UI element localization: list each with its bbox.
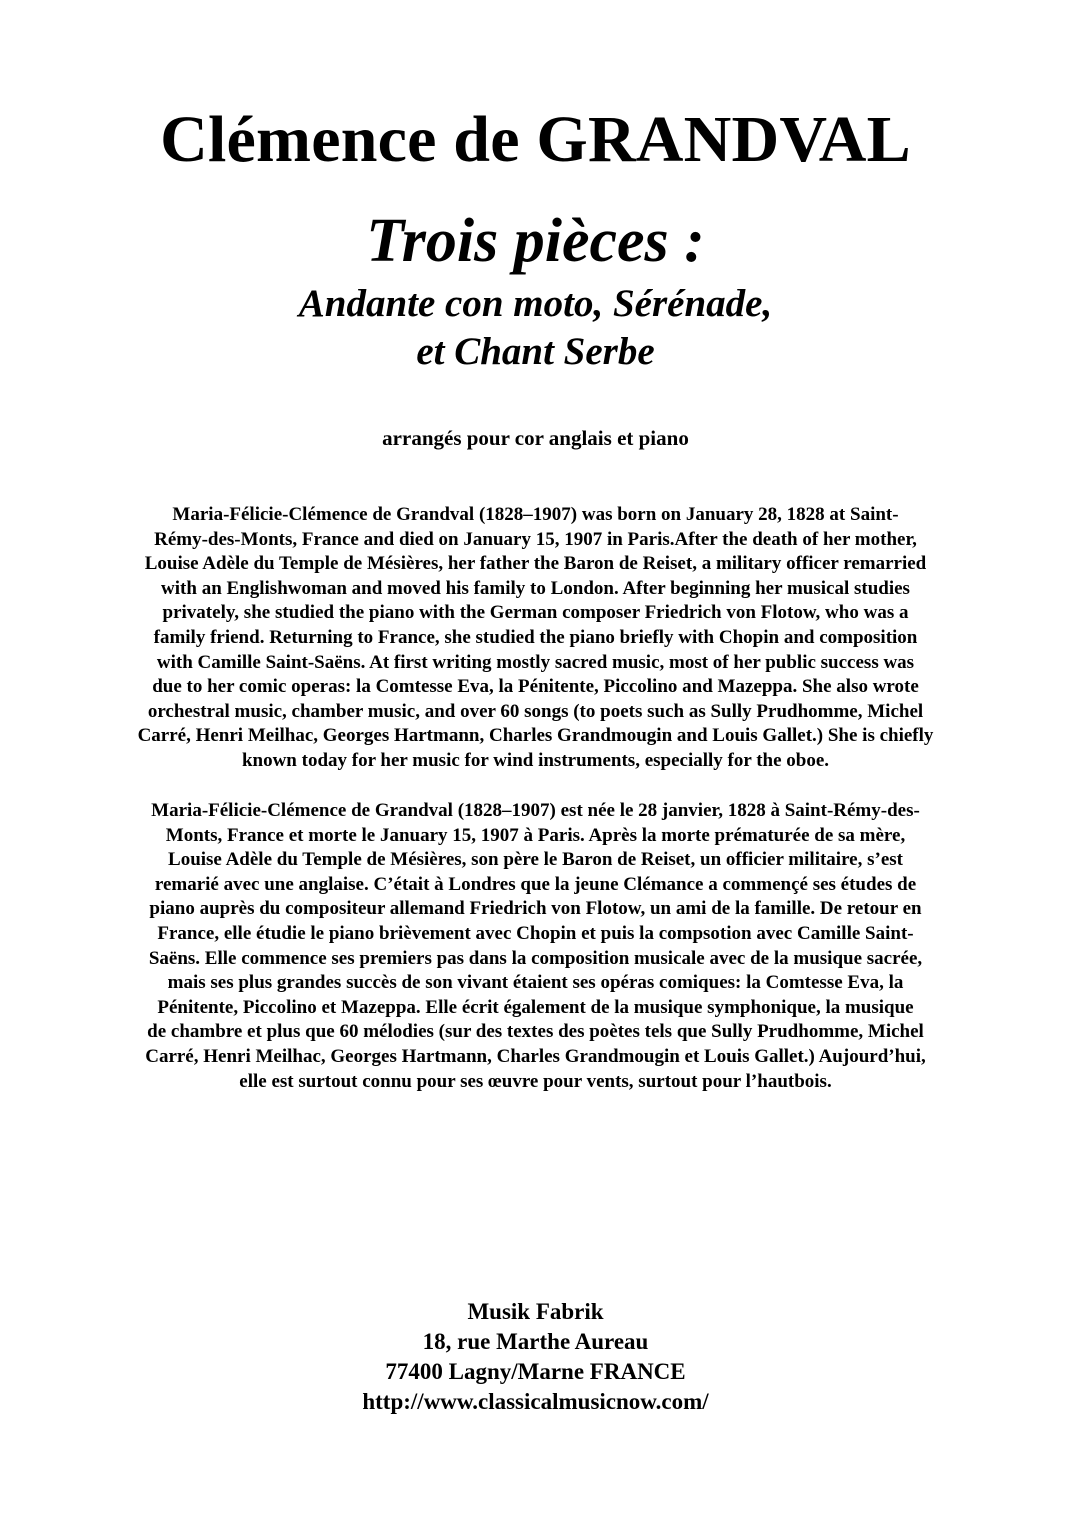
bio-line: Maria-Félicie-Clémence de Grandval (1828–1907) was born on January 28, 1828 at Saint-	[172, 504, 899, 525]
bio-line: privately, she studied the piano with the German composer Friedrich von Flotow, who was a	[162, 602, 909, 624]
biography-french	[100, 799, 971, 1094]
subtitle-line: et Chant Serbe	[416, 330, 655, 373]
biography-english	[100, 503, 971, 774]
bio-line: remarié avec une anglaise. C’était à Londres que la jeune Clémance a commençé ses études de	[154, 873, 917, 895]
bio-line: Monts, France et morte le January 15, 1907 à Paris. Après la morte prématurée de sa mère,	[165, 824, 906, 846]
bio-line: Carré, Henri Meilhac, Georges Hartmann, Charles Grandmougin et Louis Gallet.) Aujourd’hui,	[145, 1045, 926, 1067]
bio-line: known today for her music for wind instruments, especially for the oboe.	[241, 749, 830, 771]
publisher-street: 18, rue Marthe Aureau	[422, 1329, 649, 1354]
bio-line: Pénitente, Piccolino et Mazeppa. Elle écrit également de la musique symphonique, la musique	[157, 996, 914, 1018]
bio-line: due to her comic operas: la Comtesse Eva, la Pénitente, Piccolino and Mazeppa. She also wrote	[152, 676, 919, 698]
bio-line: Maria-Félicie-Clémence de Grandval (1828–1907) est née le 28 janvier, 1828 à Saint-Rémy-des-	[151, 800, 920, 821]
bio-line: with an Englishwoman and moved his family to London. After beginning her musical studies	[161, 577, 910, 599]
bio-line: mais ses plus grandes succès de son vivant étaient ses opéras comiques: la Comtesse Eva, la	[167, 972, 904, 994]
work-subtitle	[0, 280, 1071, 376]
bio-line: Rémy-des-Monts, France and died on January 15, 1907 in Paris.After the death of her mother,	[154, 528, 917, 550]
bio-line: with Camille Saint-Saëns. At first writing mostly sacred music, most of her public success was	[156, 651, 915, 673]
publisher-url[interactable]: http://www.classicalmusicnow.com/	[362, 1389, 709, 1414]
subtitle-line: Andante con moto, Sérénade,	[298, 282, 773, 325]
publisher-block	[0, 1297, 1071, 1417]
arrangement-note: arrangés pour cor anglais et piano	[382, 426, 689, 450]
bio-line: elle est surtout connu pour ses œuvre pour vents, surtout pour l’hautbois.	[239, 1070, 832, 1092]
publisher-city: 77400 Lagny/Marne FRANCE	[385, 1359, 686, 1384]
bio-line: Louise Adèle du Temple de Mésières, her father the Baron de Reiset, a military officer remarried	[144, 553, 927, 575]
bio-line: family friend. Returning to France, she studied the piano briefly with Chopin and composition	[153, 626, 918, 648]
bio-line: Saëns. Elle commence ses premiers pas dans la composition musicale avec de la musique sacrée,	[148, 947, 923, 969]
bio-line: piano auprès du compositeur allemand Friedrich von Flotow, un ami de la famille. De retour en	[149, 898, 922, 920]
bio-line: Carré, Henri Meilhac, Georges Hartmann, Charles Grandmougin and Louis Gallet.) She is chiefly	[137, 725, 934, 747]
publisher-name: Musik Fabrik	[467, 1299, 604, 1324]
bio-line: orchestral music, chamber music, and over 60 songs (to poets such as Sully Prudhomme, Michel	[147, 700, 924, 722]
work-title: Trois pièces :	[366, 207, 705, 275]
bio-line: Louise Adèle du Temple de Mésières, son père le Baron de Reiset, un officier militaire, s’est	[168, 849, 903, 871]
bio-line: de chambre et plus que 60 mélodies (sur des textes des poètes tels que Sully Prudhomme, Michel	[147, 1021, 924, 1043]
bio-line: France, elle étudie le piano brièvement avec Chopin et puis la compsotion avec Camille Saint-	[157, 922, 914, 944]
composer-name: Clémence de GRANDVAL	[160, 103, 911, 176]
